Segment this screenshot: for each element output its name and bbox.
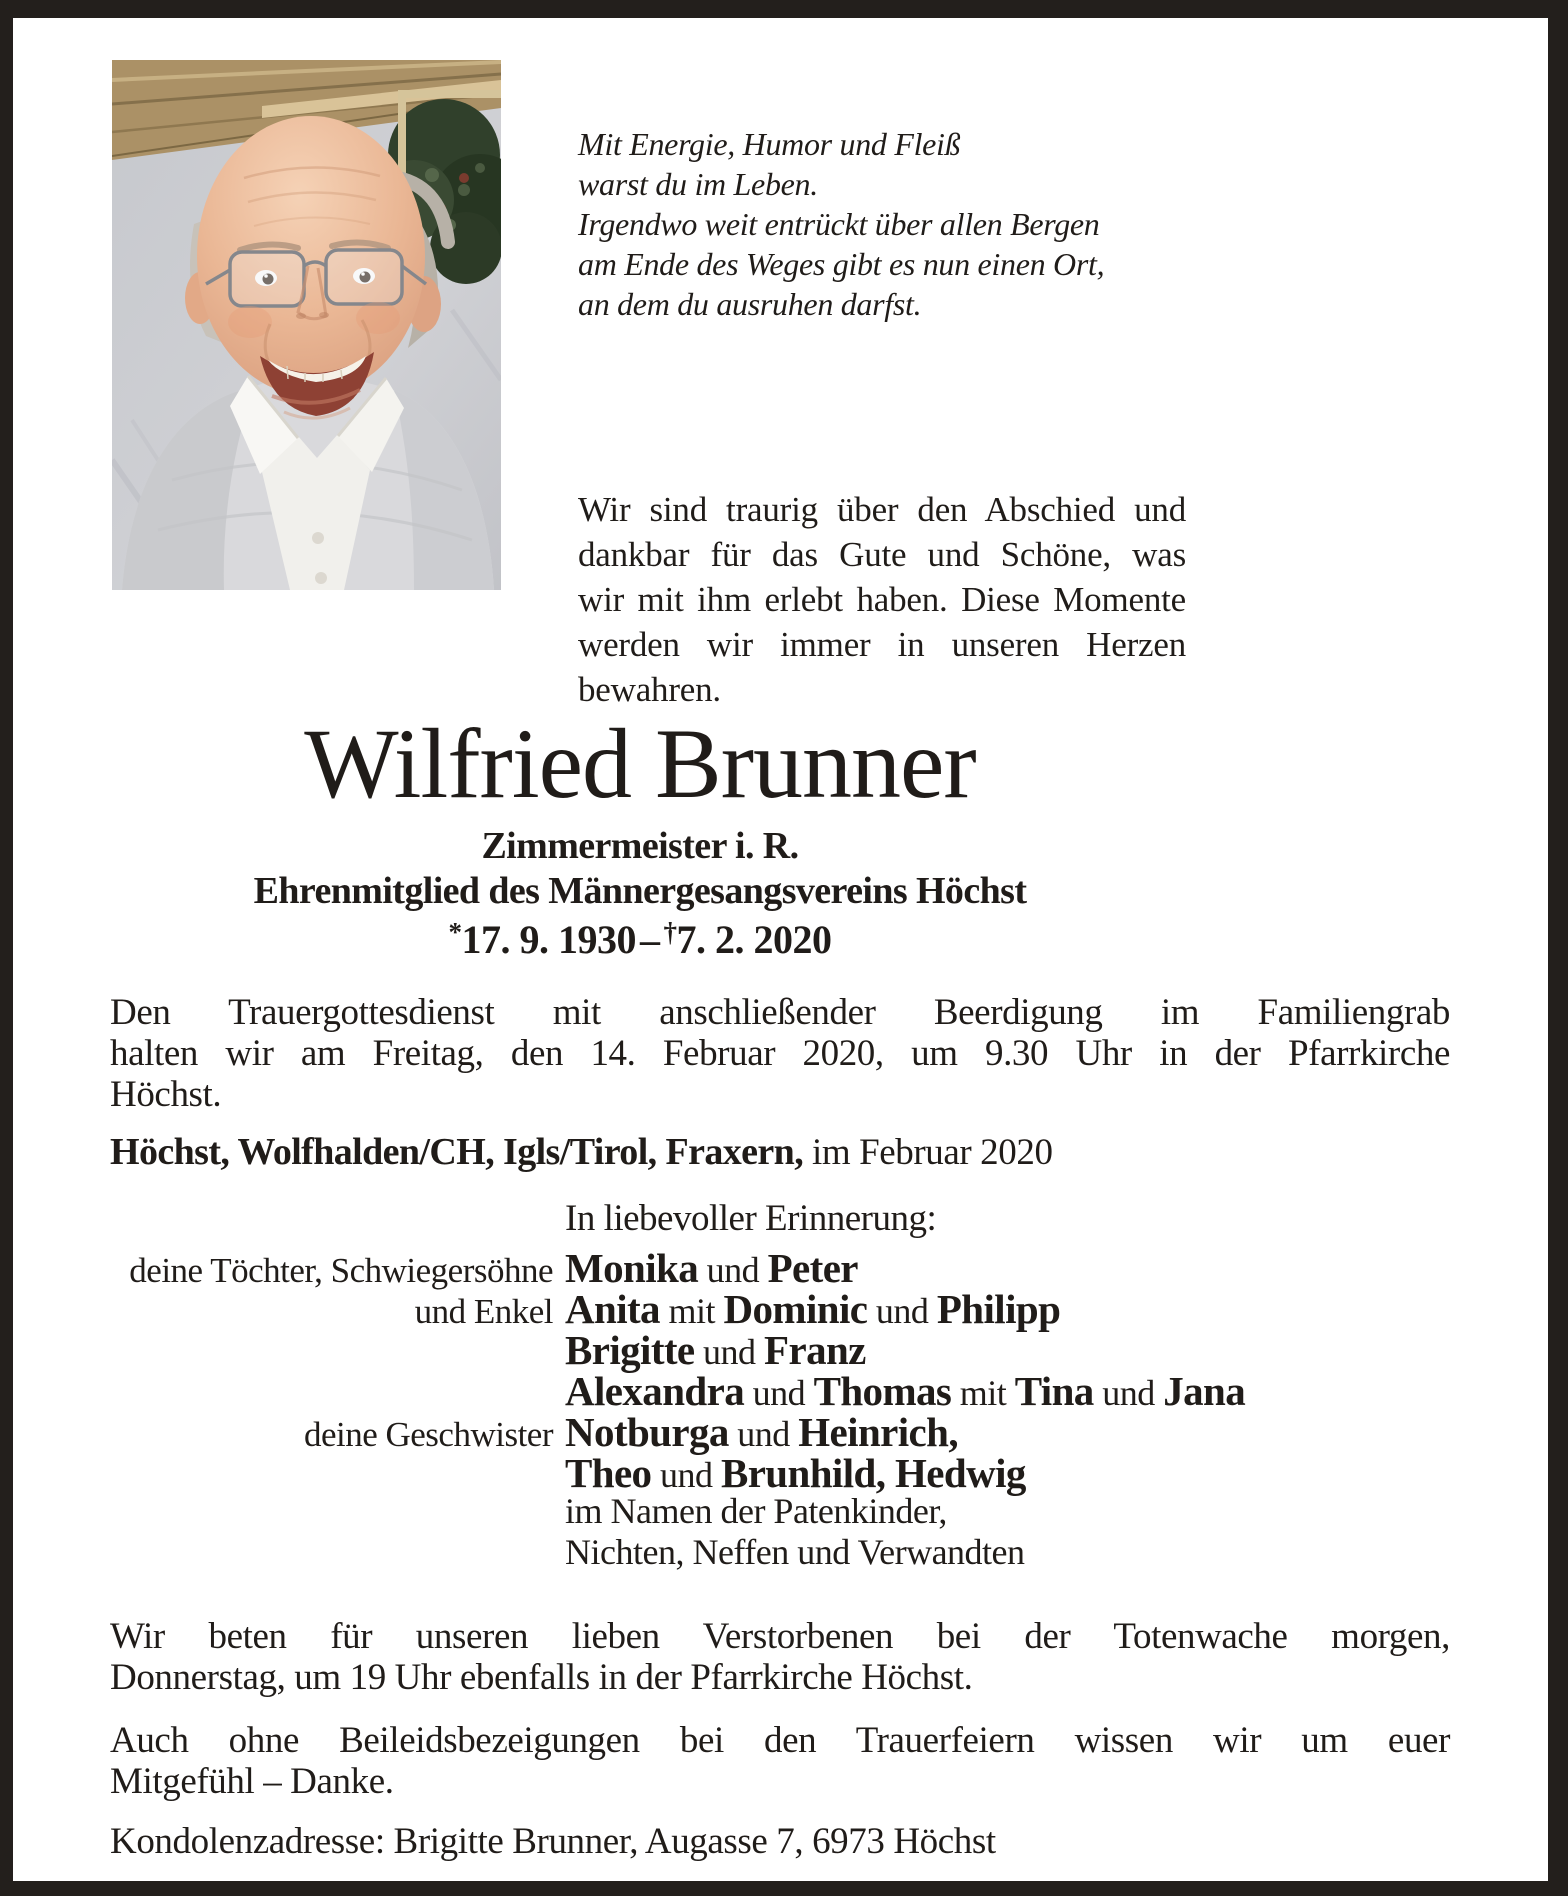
mourner-name: Tina [1014,1368,1094,1414]
tribute-paragraph [578,487,1186,712]
text-line: Höchst. [110,1074,222,1115]
text-line: Mitgefühl – Danke. [110,1761,394,1802]
deceased-header [110,710,1170,968]
mourner-names [565,1531,1025,1573]
remembrance-heading: In liebevoller Erinnerung: [565,1198,937,1239]
mourner-name: Franz [764,1327,866,1373]
connector-text: und [694,1332,765,1372]
text-line: Wir sind traurig über den Abschied und [578,490,1186,529]
honorary-line: Ehrenmitglied des Männergesangsvereins Höchst [253,870,1027,912]
mourner-name: Theo [565,1450,652,1496]
date-separator: – [640,917,660,962]
portrait-illustration [112,60,501,590]
mourner-name: Notburga [565,1409,729,1455]
text-line: bewahren. [578,670,721,709]
mourner-relation-label: und Enkel [414,1292,553,1331]
mourner-relation-label: deine Geschwister [303,1415,553,1454]
mourner-row [110,1531,1530,1572]
mourner-row [110,1449,1530,1496]
mourner-name: Dominic [723,1286,868,1332]
text-line: warst du im Leben. [578,166,818,202]
text-line: dankbar für das Gute und Schöne, was [578,535,1186,574]
connector-text: und [698,1250,768,1290]
connector-text: und [867,1291,937,1331]
text-line: Donnerstag, um 19 Uhr ebenfalls in der Pfarrkirche Höchst. [110,1657,973,1698]
connector-text: und [744,1373,814,1413]
connector-text: und [1093,1373,1164,1413]
mourner-name: Peter [767,1245,858,1291]
places-date-line [110,1130,1510,1174]
deceased-name: Wilfried Brunner [304,708,976,819]
mourner-name: Philipp [936,1286,1061,1332]
connector-text: im Namen der Patenkinder, [565,1491,947,1531]
mourners-section [110,1198,1530,1572]
text-line: Mit Energie, Humor und Fleiß [578,126,961,162]
text-line: Wir beten für unseren lieben Verstorbenen bei der Totenwache morgen, [110,1616,1450,1657]
condolence-address: Kondolenzadresse: Brigitte Brunner, Augasse 7, 6973 Höchst [110,1821,996,1862]
text-line: Den Trauergottesdienst mit anschließender Beerdigung im Familiengrab [110,992,1450,1033]
mourner-relation-label: deine Töchter, Schwiegersöhne [129,1251,553,1290]
mourner-name: Monika [565,1245,699,1291]
memorial-poem [578,124,1218,324]
connector-text: mit [951,1373,1015,1413]
funeral-announcement [110,992,1450,1115]
text-line: an dem du ausruhen darfst. [578,286,922,322]
birth-date: 17. 9. 1930 [461,917,636,962]
mourner-row [110,1367,1530,1414]
life-dates [110,916,1170,968]
mourner-names [565,1490,947,1532]
totenwache-paragraph [110,1616,1450,1698]
mourner-name: Jana [1163,1368,1246,1414]
connector-text: Nichten, Neffen und Verwandten [565,1532,1025,1572]
mourner-row [110,1490,1530,1531]
mourner-row [110,1326,1530,1373]
places-bold: Höchst, Wolfhalden/CH, Igls/Tirol, Fraxern, [110,1131,804,1173]
connector-text: mit [659,1291,724,1331]
portrait-photo [112,60,501,590]
text-line: wir mit ihm erlebt haben. Diese Momente [578,580,1186,619]
connector-text: und [651,1455,721,1495]
condolence-paragraph [110,1720,1450,1802]
mourner-row [110,1244,1530,1291]
profession-line: Zimmermeister i. R. [481,825,799,867]
mourners-list [110,1244,1530,1572]
text-line: Irgendwo weit entrückt über allen Bergen [578,206,1100,242]
text-line: am Ende des Weges gibt es nun einen Ort, [578,246,1105,282]
mourner-name: Thomas [813,1368,952,1414]
death-date: 7. 2. 2020 [676,917,832,962]
mourner-name: Brigitte [565,1327,695,1373]
text-line: halten wir am Freitag, den 14. Februar 2020, um 9.30 Uhr in der Pfarrkirche [110,1033,1450,1074]
mourner-name: Brunhild, Hedwig [720,1450,1026,1496]
connector-text: und [728,1414,799,1454]
mourner-row [110,1285,1530,1332]
places-regular: im Februar 2020 [803,1132,1053,1173]
mourner-row [110,1408,1530,1455]
mourner-name: Heinrich, [798,1409,958,1455]
birth-star-symbol: * [448,917,462,947]
death-cross-symbol: † [663,917,677,947]
text-line: werden wir immer in unseren Herzen [578,625,1186,664]
mourner-name: Anita [565,1286,660,1332]
text-line: Auch ohne Beileidsbezeigungen bei den Trauerfeiern wissen wir um euer [110,1720,1450,1761]
mourner-name: Alexandra [565,1368,745,1414]
